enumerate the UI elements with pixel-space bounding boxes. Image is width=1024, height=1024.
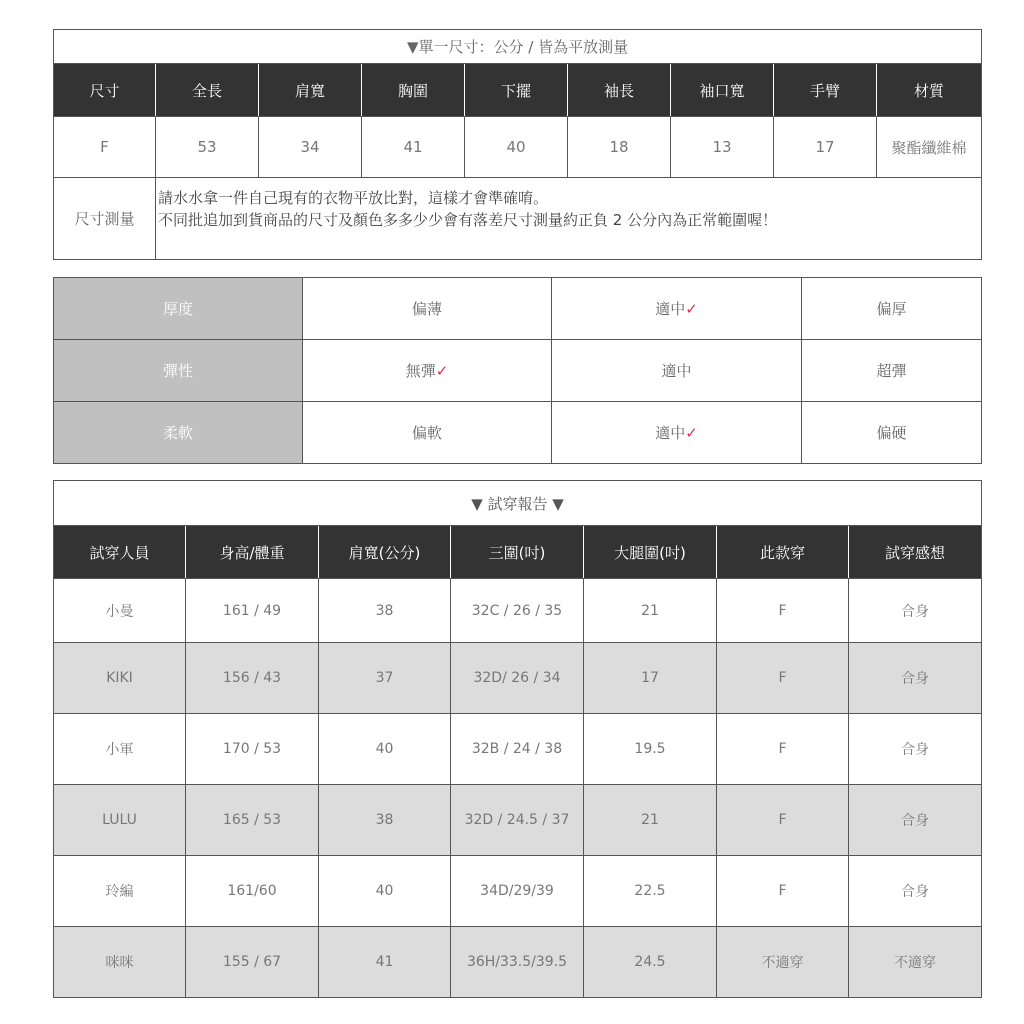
fabric-feel-option (303, 340, 552, 402)
try-on-cell: F (717, 714, 849, 785)
size-note-line: 請水水拿一件自己現有的衣物平放比對，這樣才會準確唷。 (158, 189, 549, 207)
try-on-cell: 40 (319, 714, 451, 785)
size-note-label: 尺寸測量 (54, 178, 156, 260)
fabric-feel-option-label: 適中 (655, 300, 686, 318)
fabric-feel-option-label: 偏厚 (876, 300, 907, 318)
try-on-cell: 小曼 (54, 579, 186, 643)
try-on-cell: 21 (584, 785, 717, 856)
try-on-cell: 41 (319, 927, 451, 998)
fabric-feel-option (303, 402, 552, 464)
size-value: 聚酯纖維棉 (877, 117, 982, 178)
try-on-cell: 161/60 (186, 856, 319, 927)
fabric-feel-option-label: 偏軟 (411, 424, 442, 442)
try-on-header-row (54, 526, 982, 579)
try-on-cell: 156 / 43 (186, 643, 319, 714)
try-on-cell: F (717, 785, 849, 856)
try-on-caption: ▼ 試穿報告 ▼ (54, 481, 982, 526)
try-on-cell: 161 / 49 (186, 579, 319, 643)
try-on-header: 試穿人員 (54, 526, 186, 579)
try-on-cell: KIKI (54, 643, 186, 714)
try-on-cell: 合身 (849, 785, 982, 856)
try-on-row (54, 579, 982, 643)
try-on-cell: 合身 (849, 714, 982, 785)
try-on-cell: 玲編 (54, 856, 186, 927)
try-on-cell: 22.5 (584, 856, 717, 927)
try-on-cell: 小軍 (54, 714, 186, 785)
try-on-cell: 34D/29/39 (451, 856, 584, 927)
fabric-feel-table (53, 277, 982, 464)
check-icon: ✓ (685, 300, 698, 318)
check-icon: ✓ (685, 424, 698, 442)
try-on-row (54, 927, 982, 998)
try-on-row (54, 785, 982, 856)
try-on-row (54, 714, 982, 785)
try-on-cell: 36H/33.5/39.5 (451, 927, 584, 998)
try-on-row (54, 643, 982, 714)
try-on-cell: 38 (319, 785, 451, 856)
try-on-cell: 21 (584, 579, 717, 643)
size-note-line: 不同批追加到貨商品的尺寸及顏色多多少少會有落差尺寸測量約正負 2 公分內為正常範圍喔！ (158, 211, 778, 229)
size-note-text (156, 178, 982, 260)
size-header: 袖口寬 (671, 64, 774, 117)
try-on-cell: 32B / 24 / 38 (451, 714, 584, 785)
size-header: 袖長 (568, 64, 671, 117)
fabric-feel-option (552, 340, 802, 402)
try-on-report-table (53, 480, 982, 998)
try-on-cell: 17 (584, 643, 717, 714)
try-on-header: 身高/體重 (186, 526, 319, 579)
try-on-cell: 38 (319, 579, 451, 643)
try-on-header: 三圍(吋) (451, 526, 584, 579)
try-on-cell: 32D / 24.5 / 37 (451, 785, 584, 856)
size-note-row (54, 178, 982, 260)
size-value: 41 (362, 117, 465, 178)
size-header: 材質 (877, 64, 982, 117)
size-chart-table (53, 29, 982, 260)
size-header: 尺寸 (54, 64, 156, 117)
try-on-cell: 37 (319, 643, 451, 714)
size-header: 手臂 (774, 64, 877, 117)
fabric-feel-label: 彈性 (54, 340, 303, 402)
try-on-cell: F (717, 579, 849, 643)
fabric-feel-option (802, 340, 982, 402)
try-on-header: 試穿感想 (849, 526, 982, 579)
try-on-header: 肩寬(公分) (319, 526, 451, 579)
try-on-header: 大腿圍(吋) (584, 526, 717, 579)
try-on-cell: LULU (54, 785, 186, 856)
try-on-cell: 32D/ 26 / 34 (451, 643, 584, 714)
try-on-cell: 不適穿 (849, 927, 982, 998)
fabric-feel-row (54, 278, 982, 340)
try-on-header: 此款穿 (717, 526, 849, 579)
fabric-feel-option-label: 超彈 (876, 362, 907, 380)
size-chart-header-row (54, 64, 982, 117)
size-value: 40 (465, 117, 568, 178)
size-value: 18 (568, 117, 671, 178)
size-value: 34 (259, 117, 362, 178)
fabric-feel-option (303, 278, 552, 340)
size-chart-caption: ▼單一尺寸：公分 / 皆為平放測量 (54, 30, 982, 64)
try-on-cell: 32C / 26 / 35 (451, 579, 584, 643)
fabric-feel-option-label: 無彈 (405, 362, 436, 380)
fabric-feel-option (552, 278, 802, 340)
try-on-cell: F (717, 643, 849, 714)
fabric-feel-label: 柔軟 (54, 402, 303, 464)
size-header: 肩寬 (259, 64, 362, 117)
try-on-cell: 40 (319, 856, 451, 927)
size-value: 13 (671, 117, 774, 178)
fabric-feel-option (802, 402, 982, 464)
fabric-feel-row (54, 402, 982, 464)
fabric-feel-option-label: 適中 (655, 424, 686, 442)
fabric-feel-option-label: 偏薄 (411, 300, 442, 318)
size-header: 下擺 (465, 64, 568, 117)
try-on-row (54, 856, 982, 927)
try-on-cell: 170 / 53 (186, 714, 319, 785)
check-icon: ✓ (435, 362, 449, 380)
try-on-cell: 合身 (849, 579, 982, 643)
try-on-cell: 24.5 (584, 927, 717, 998)
try-on-cell: 155 / 67 (186, 927, 319, 998)
size-header: 胸圍 (362, 64, 465, 117)
try-on-cell: 不適穿 (717, 927, 849, 998)
try-on-cell: 19.5 (584, 714, 717, 785)
try-on-cell: 合身 (849, 856, 982, 927)
fabric-feel-option (552, 402, 802, 464)
size-chart-values-row (54, 117, 982, 178)
fabric-feel-option-label: 偏硬 (876, 424, 907, 442)
fabric-feel-label: 厚度 (54, 278, 303, 340)
try-on-cell: 咪咪 (54, 927, 186, 998)
size-value: 17 (774, 117, 877, 178)
fabric-feel-row (54, 340, 982, 402)
size-header: 全長 (156, 64, 259, 117)
try-on-cell: 165 / 53 (186, 785, 319, 856)
fabric-feel-option-label: 適中 (661, 362, 692, 380)
fabric-feel-option (802, 278, 982, 340)
size-value: F (54, 117, 156, 178)
try-on-cell: 合身 (849, 643, 982, 714)
size-value: 53 (156, 117, 259, 178)
try-on-cell: F (717, 856, 849, 927)
